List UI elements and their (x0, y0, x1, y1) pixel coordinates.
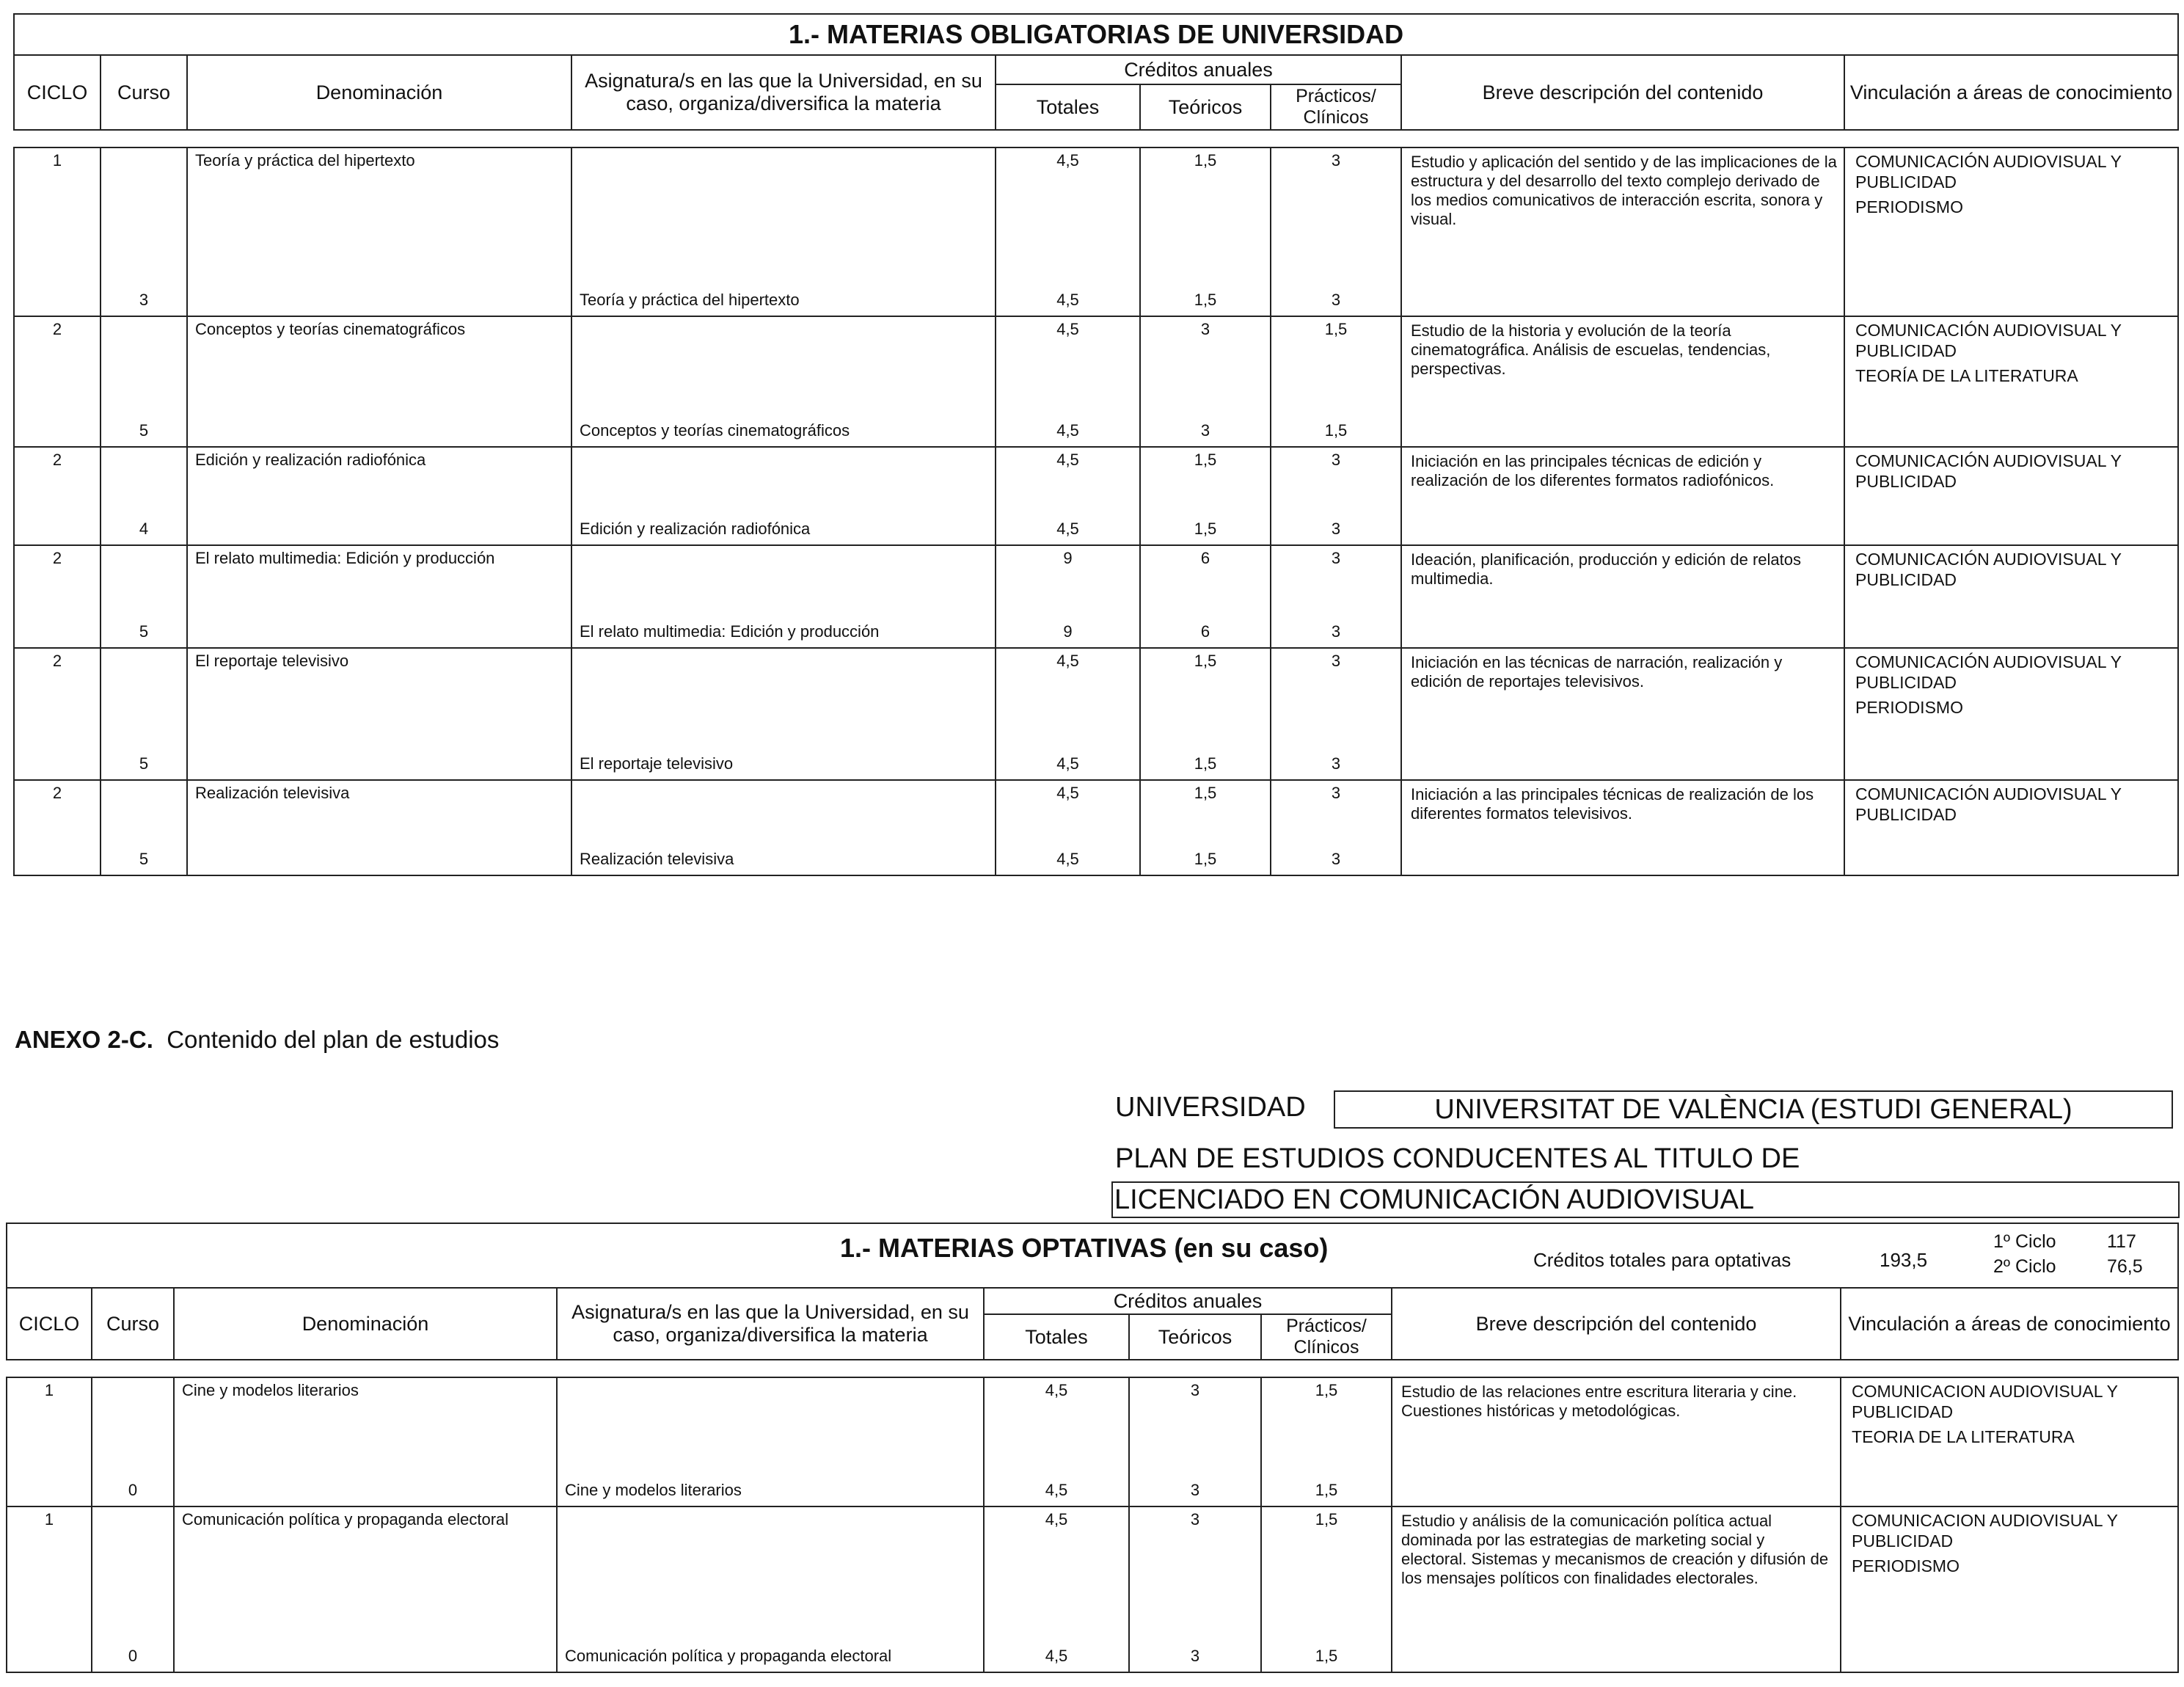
universidad-value: UNIVERSITAT DE VALÈNCIA (ESTUDI GENERAL) (1334, 1090, 2173, 1129)
practicos-value-2: 1,5 (1324, 421, 1348, 440)
practicos-value-2: 3 (1331, 754, 1341, 773)
ciclo-value: 1 (44, 1510, 54, 1528)
curso-value: 3 (139, 291, 149, 309)
asignatura-cell (571, 545, 996, 648)
opt-col-descripcion: Breve descripción del contenido (1392, 1288, 1841, 1360)
totales-value: 4,5 (1056, 652, 1079, 670)
universidad-label: UNIVERSIDAD (1115, 1092, 1306, 1123)
col-descripcion: Breve descripción del contenido (1401, 55, 1844, 130)
col-totales: Totales (996, 84, 1140, 130)
practicos-cell (1261, 1377, 1392, 1506)
totales-cell (996, 147, 1140, 316)
table-row (7, 1506, 2178, 1672)
col-teoricos: Teóricos (1140, 84, 1271, 130)
descripcion-cell (1392, 1377, 1841, 1506)
curso-value: 5 (139, 850, 149, 868)
practicos-value: 3 (1331, 451, 1341, 469)
descripcion-cell (1401, 780, 1844, 875)
area-primary: COMUNICACION AUDIOVISUAL Y PUBLICIDAD (1852, 1511, 2118, 1551)
opt-col-vinculacion: Vinculación a áreas de conocimiento (1841, 1288, 2178, 1360)
teoricos-cell (1140, 545, 1271, 648)
teoricos-value-2: 3 (1190, 1647, 1200, 1665)
obligatorias-title: 1.- MATERIAS OBLIGATORIAS DE UNIVERSIDAD (14, 14, 2178, 55)
ciclo-cell (14, 147, 101, 316)
asignatura-cell (571, 447, 996, 545)
col-vinculacion: Vinculación a áreas de conocimiento (1844, 55, 2178, 130)
area-primary: COMUNICACIÓN AUDIOVISUAL Y PUBLICIDAD (1855, 321, 2122, 360)
practicos-cell (1271, 545, 1401, 648)
col-creditos: Créditos anuales (996, 55, 1401, 84)
teoricos-value: 1,5 (1194, 151, 1217, 170)
practicos-cell (1271, 780, 1401, 875)
totales-value: 4,5 (1045, 1381, 1068, 1399)
ciclo-value: 2 (52, 652, 62, 670)
ciclo-cell (14, 780, 101, 875)
practicos-value: 3 (1331, 151, 1341, 170)
area-primary: COMUNICACIÓN AUDIOVISUAL Y PUBLICIDAD (1855, 652, 2122, 692)
area-secondary: TEORÍA DE LA LITERATURA (1855, 366, 2078, 385)
annex-text: Contenido del plan de estudios (167, 1026, 500, 1053)
area-secondary: PERIODISMO (1855, 197, 1963, 216)
asignatura-value: Realización televisiva (580, 850, 734, 868)
totales-value: 9 (1063, 549, 1073, 567)
vinculacion-value (1855, 652, 2173, 718)
vinculacion-value (1852, 1510, 2173, 1576)
descripcion-cell (1401, 648, 1844, 780)
practicos-value: 3 (1331, 549, 1341, 567)
asignatura-value: Cine y modelos literarios (565, 1481, 742, 1499)
teoricos-value: 1,5 (1194, 652, 1217, 670)
totales-cell (984, 1506, 1129, 1672)
descripcion-value: Ideación, planificación, producción y edición de relatos multimedia. (1411, 550, 1801, 588)
teoricos-value-2: 3 (1190, 1481, 1200, 1499)
totales-cell (996, 648, 1140, 780)
totales-value: 4,5 (1056, 784, 1079, 802)
vinculacion-cell (1844, 447, 2178, 545)
area-secondary: PERIODISMO (1855, 698, 1963, 717)
practicos-cell (1271, 147, 1401, 316)
asignatura-cell (557, 1506, 984, 1672)
vinculacion-value (1855, 151, 2173, 217)
optativas-title: 1.- MATERIAS OPTATIVAS (en su caso) (840, 1233, 1329, 1263)
area-primary: COMUNICACIÓN AUDIOVISUAL Y PUBLICIDAD (1855, 550, 2122, 589)
teoricos-value: 3 (1190, 1381, 1200, 1399)
teoricos-value-2: 3 (1200, 421, 1210, 440)
table-row (14, 447, 2178, 545)
table-row (7, 1377, 2178, 1506)
opt-col-curso: Curso (92, 1288, 174, 1360)
practicos-cell (1271, 648, 1401, 780)
totales-cell (996, 447, 1140, 545)
denominacion-value: Edición y realización radiofónica (195, 451, 426, 469)
descripcion-cell (1401, 545, 1844, 648)
descripcion-value: Estudio y aplicación del sentido y de las implicaciones de la estructura y del desarrollo del texto complejo derivado de los medios comunicativos de interacción escrita, sonora y visual. (1411, 153, 1837, 228)
curso-cell (101, 447, 187, 545)
curso-cell (101, 147, 187, 316)
table-row (14, 545, 2178, 648)
teoricos-value-2: 1,5 (1194, 520, 1217, 538)
asignatura-value: El reportaje televisivo (580, 754, 734, 773)
curso-cell (101, 545, 187, 648)
denominacion-cell (174, 1506, 557, 1672)
col-denominacion: Denominación (187, 55, 571, 130)
asignatura-value: Conceptos y teorías cinematográficos (580, 421, 850, 440)
practicos-value: 1,5 (1324, 320, 1348, 338)
opt-col-asignatura: Asignatura/s en las que la Universidad, en su caso, organiza/diversifica la materia (557, 1288, 984, 1360)
ciclo1-label: 1º Ciclo (1993, 1231, 2056, 1252)
area-primary: COMUNICACIÓN AUDIOVISUAL Y PUBLICIDAD (1855, 451, 2122, 491)
teoricos-value: 3 (1200, 320, 1210, 338)
asignatura-value: Comunicación política y propaganda electoral (565, 1647, 892, 1665)
curso-value: 0 (128, 1481, 138, 1499)
vinculacion-cell (1844, 545, 2178, 648)
ciclo-value: 1 (44, 1381, 54, 1399)
practicos-value-2: 3 (1331, 622, 1341, 641)
curso-value: 5 (139, 754, 149, 773)
teoricos-value: 3 (1190, 1510, 1200, 1528)
obligatorias-table (13, 13, 2179, 876)
totales-value-2: 4,5 (1045, 1647, 1068, 1665)
teoricos-value: 1,5 (1194, 784, 1217, 802)
optativas-table (6, 1287, 2179, 1673)
teoricos-cell (1140, 780, 1271, 875)
descripcion-cell (1401, 316, 1844, 447)
teoricos-value: 1,5 (1194, 451, 1217, 469)
asignatura-value: El relato multimedia: Edición y producción (580, 622, 880, 641)
practicos-value-2: 1,5 (1315, 1647, 1338, 1665)
totales-value-2: 4,5 (1056, 520, 1079, 538)
practicos-value: 1,5 (1315, 1381, 1338, 1399)
annex-caption (15, 1026, 499, 1054)
curso-value: 0 (128, 1647, 138, 1665)
teoricos-cell (1140, 147, 1271, 316)
ciclo-value: 2 (52, 549, 62, 567)
opt-col-ciclo: CICLO (7, 1288, 92, 1360)
opt-col-practicos: Prácticos/ Clínicos (1261, 1314, 1392, 1360)
teoricos-value-2: 6 (1200, 622, 1210, 641)
totales-value-2: 4,5 (1056, 291, 1079, 309)
practicos-value-2: 1,5 (1315, 1481, 1338, 1499)
curso-value: 4 (139, 520, 149, 538)
denominacion-cell (187, 780, 571, 875)
col-asignatura: Asignatura/s en las que la Universidad, en su caso, organiza/diversifica la materia (571, 55, 996, 130)
descripcion-value: Estudio de la historia y evolución de la teoría cinematográfica. Análisis de escuelas, tendencias, perspectivas. (1411, 321, 1771, 378)
curso-cell (101, 648, 187, 780)
ciclo-cell (14, 447, 101, 545)
denominacion-cell (187, 648, 571, 780)
asignatura-cell (571, 648, 996, 780)
totales-value-2: 4,5 (1056, 850, 1079, 868)
table-row (14, 316, 2178, 447)
descripcion-value: Iniciación a las principales técnicas de realización de los diferentes formatos televisivos. (1411, 785, 1814, 823)
totales-value-2: 4,5 (1056, 754, 1079, 773)
curso-cell (101, 780, 187, 875)
totales-value: 4,5 (1056, 151, 1079, 170)
practicos-value: 3 (1331, 784, 1341, 802)
ciclo-cell (14, 545, 101, 648)
vinculacion-value (1855, 451, 2173, 496)
vinculacion-cell (1844, 780, 2178, 875)
area-secondary: PERIODISMO (1852, 1556, 1960, 1575)
totales-value: 4,5 (1056, 451, 1079, 469)
asignatura-cell (571, 147, 996, 316)
ciclo1-value: 117 (2107, 1231, 2136, 1252)
col-ciclo: CICLO (14, 55, 101, 130)
vinculacion-value (1855, 784, 2173, 829)
totales-cell (996, 780, 1140, 875)
practicos-value-2: 3 (1331, 850, 1341, 868)
ciclo-cell (7, 1506, 92, 1672)
denominacion-cell (174, 1377, 557, 1506)
denominacion-value: Realización televisiva (195, 784, 350, 802)
denominacion-value: Conceptos y teorías cinematográficos (195, 320, 466, 338)
totales-value: 4,5 (1056, 320, 1079, 338)
practicos-value-2: 3 (1331, 520, 1341, 538)
vinculacion-cell (1841, 1377, 2178, 1506)
optativas-title-block (6, 1223, 2179, 1289)
descripcion-cell (1401, 147, 1844, 316)
totales-value-2: 4,5 (1045, 1481, 1068, 1499)
opt-col-creditos: Créditos anuales (984, 1288, 1392, 1314)
area-primary: COMUNICACIÓN AUDIOVISUAL Y PUBLICIDAD (1855, 152, 2122, 192)
denominacion-value: Cine y modelos literarios (182, 1381, 359, 1399)
descripcion-value: Iniciación en las principales técnicas de edición y realización de los diferentes formatos radiofónicos. (1411, 452, 1775, 489)
vinculacion-value (1855, 320, 2173, 386)
vinculacion-cell (1844, 147, 2178, 316)
creditos-totales-label: Créditos totales para optativas (1533, 1249, 1792, 1271)
teoricos-cell (1129, 1506, 1261, 1672)
creditos-totales-value: 193,5 (1880, 1249, 1928, 1271)
ciclo-value: 2 (52, 320, 62, 338)
vinculacion-value (1852, 1381, 2173, 1447)
area-primary: COMUNICACION AUDIOVISUAL Y PUBLICIDAD (1852, 1382, 2118, 1421)
ciclo-cell (14, 648, 101, 780)
area-primary: COMUNICACIÓN AUDIOVISUAL Y PUBLICIDAD (1855, 784, 2122, 824)
denominacion-value: El reportaje televisivo (195, 652, 349, 670)
curso-value: 5 (139, 421, 149, 440)
teoricos-value: 6 (1200, 549, 1210, 567)
ciclo-value: 2 (52, 451, 62, 469)
teoricos-cell (1140, 648, 1271, 780)
totales-value-2: 9 (1063, 622, 1073, 641)
ciclo-cell (14, 316, 101, 447)
descripcion-value: Iniciación en las técnicas de narración, realización y edición de reportajes televisivos. (1411, 653, 1783, 691)
opt-col-denominacion: Denominación (174, 1288, 557, 1360)
ciclo-value: 2 (52, 784, 62, 802)
denominacion-value: Teoría y práctica del hipertexto (195, 151, 415, 170)
col-practicos: Prácticos/ Clínicos (1271, 84, 1401, 130)
practicos-value: 1,5 (1315, 1510, 1338, 1528)
denominacion-cell (187, 316, 571, 447)
denominacion-cell (187, 545, 571, 648)
ciclo-cell (7, 1377, 92, 1506)
ciclo2-value: 76,5 (2107, 1256, 2143, 1277)
plan-value: LICENCIADO EN COMUNICACIÓN AUDIOVISUAL (1111, 1181, 2180, 1218)
vinculacion-cell (1841, 1506, 2178, 1672)
opt-col-teoricos: Teóricos (1129, 1314, 1261, 1360)
vinculacion-value (1855, 549, 2173, 594)
area-secondary: TEORIA DE LA LITERATURA (1852, 1427, 2075, 1446)
table-row (14, 648, 2178, 780)
descripcion-value: Estudio de las relaciones entre escritura literaria y cine. Cuestiones históricas y metodológicas. (1401, 1382, 1797, 1420)
curso-cell (92, 1377, 174, 1506)
descripcion-cell (1392, 1506, 1841, 1672)
totales-value-2: 4,5 (1056, 421, 1079, 440)
totales-cell (996, 545, 1140, 648)
totales-cell (984, 1377, 1129, 1506)
descripcion-cell (1401, 447, 1844, 545)
denominacion-value: Comunicación política y propaganda electoral (182, 1510, 509, 1528)
col-curso: Curso (101, 55, 187, 130)
plan-label: PLAN DE ESTUDIOS CONDUCENTES AL TITULO DE (1115, 1143, 1800, 1174)
totales-value: 4,5 (1045, 1510, 1068, 1528)
curso-cell (92, 1506, 174, 1672)
ciclo-value: 1 (52, 151, 62, 170)
teoricos-cell (1140, 316, 1271, 447)
denominacion-cell (187, 147, 571, 316)
asignatura-value: Edición y realización radiofónica (580, 520, 811, 538)
practicos-cell (1261, 1506, 1392, 1672)
practicos-value: 3 (1331, 652, 1341, 670)
ciclo2-label: 2º Ciclo (1993, 1256, 2056, 1277)
curso-cell (101, 316, 187, 447)
curso-value: 5 (139, 622, 149, 641)
annex-label: ANEXO 2-C. (15, 1026, 153, 1053)
practicos-cell (1271, 316, 1401, 447)
asignatura-cell (557, 1377, 984, 1506)
descripcion-value: Estudio y análisis de la comunicación política actual dominada por las estrategias de marketing social y electoral. Sistemas y mecanismos de creación y difusión de los mensajes políticos con finalidades electorales. (1401, 1512, 1829, 1587)
teoricos-value-2: 1,5 (1194, 291, 1217, 309)
asignatura-value: Teoría y práctica del hipertexto (580, 291, 800, 309)
practicos-cell (1271, 447, 1401, 545)
vinculacion-cell (1844, 648, 2178, 780)
opt-col-totales: Totales (984, 1314, 1129, 1360)
teoricos-value-2: 1,5 (1194, 850, 1217, 868)
totales-cell (996, 316, 1140, 447)
denominacion-cell (187, 447, 571, 545)
table-row (14, 147, 2178, 316)
teoricos-cell (1129, 1377, 1261, 1506)
asignatura-cell (571, 780, 996, 875)
table-row (14, 780, 2178, 875)
practicos-value-2: 3 (1331, 291, 1341, 309)
denominacion-value: El relato multimedia: Edición y producción (195, 549, 495, 567)
asignatura-cell (571, 316, 996, 447)
teoricos-cell (1140, 447, 1271, 545)
teoricos-value-2: 1,5 (1194, 754, 1217, 773)
vinculacion-cell (1844, 316, 2178, 447)
